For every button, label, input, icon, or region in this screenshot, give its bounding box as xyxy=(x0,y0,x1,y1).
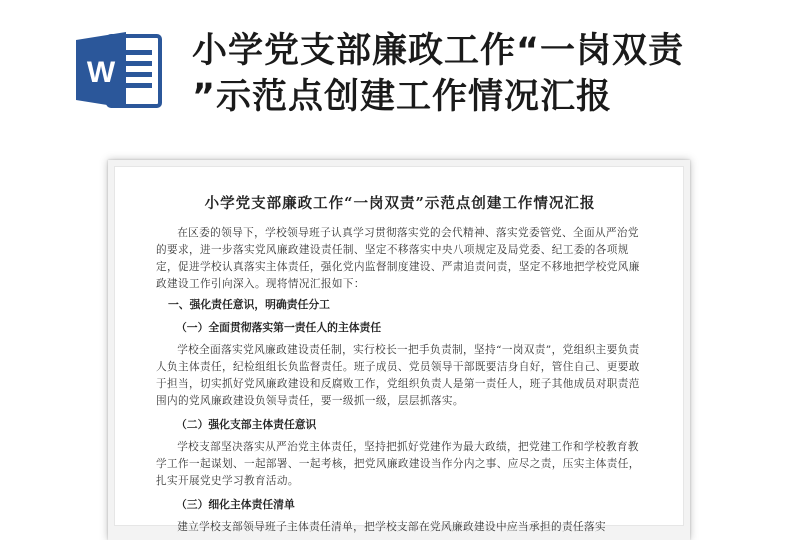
paragraph-1: 学校全面落实党风廉政建设责任制，实行校长一把手负责制，坚持“一岗双责”，党组织主要负责人负主体责任，纪检组组长负监督责任。班子成员、党员领导干部既要洁身自好，管住自己、更要敢于担当，切实抓好党风廉政建设和反腐败工作，党组织负责人是第一责任人，班子其他成员对职责范围内的党风廉政建设负领导责任，要一级抓一级，层层抓落实。 xyxy=(156,344,640,407)
word-icon-letter: W xyxy=(86,56,116,89)
subsection-heading-2: （二）强化支部主体责任意识 xyxy=(176,418,317,431)
page-title xyxy=(192,28,752,120)
header xyxy=(0,0,800,150)
word-document-icon xyxy=(74,30,164,110)
paragraph-2: 学校支部坚决落实从严治党主体责任，坚持把抓好党建作为最大政绩，把党建工作和学校教育教学工作一起谋划、一起部署、一起考核，把党风廉政建设当作分内之事、应尽之责，压实主体责任，扎实开展党史学习教育活动。 xyxy=(156,441,640,487)
page-title-line-2: ”示范点创建工作情况汇报 xyxy=(192,77,613,117)
section-heading-1: 一、强化责任意识，明确责任分工 xyxy=(168,298,330,311)
subsection-heading-3: （三）细化主体责任清单 xyxy=(176,498,295,511)
document-content xyxy=(156,186,644,536)
page-title-line-1: 小学党支部廉政工作“一岗双责 xyxy=(192,31,685,71)
subsection-heading-1: （一）全面贯彻落实第一责任人的主体责任 xyxy=(176,321,382,334)
intro-paragraph: 在区委的领导下，学校领导班子认真学习贯彻落实党的会代精神、落实党委管党、全面从严治党的要求，进一步落实党风廉政建设责任制、坚定不移落实中央八项规定及局党委、纪工委的各项规定，促进学校认真落实主体责任，强化党内监督制度建设、严肃追责问责，坚定不移地把学校党风廉政建设工作引向深入。现将情况汇报如下： xyxy=(156,227,640,290)
document-title: 小学党支部廉政工作“一岗双责”示范点创建工作情况汇报 xyxy=(204,195,596,212)
document-page xyxy=(114,166,684,533)
paragraph-3: 建立学校支部领导班子主体责任清单，把学校支部在党风廉政建设中应当承担的责任落实 xyxy=(177,521,606,533)
